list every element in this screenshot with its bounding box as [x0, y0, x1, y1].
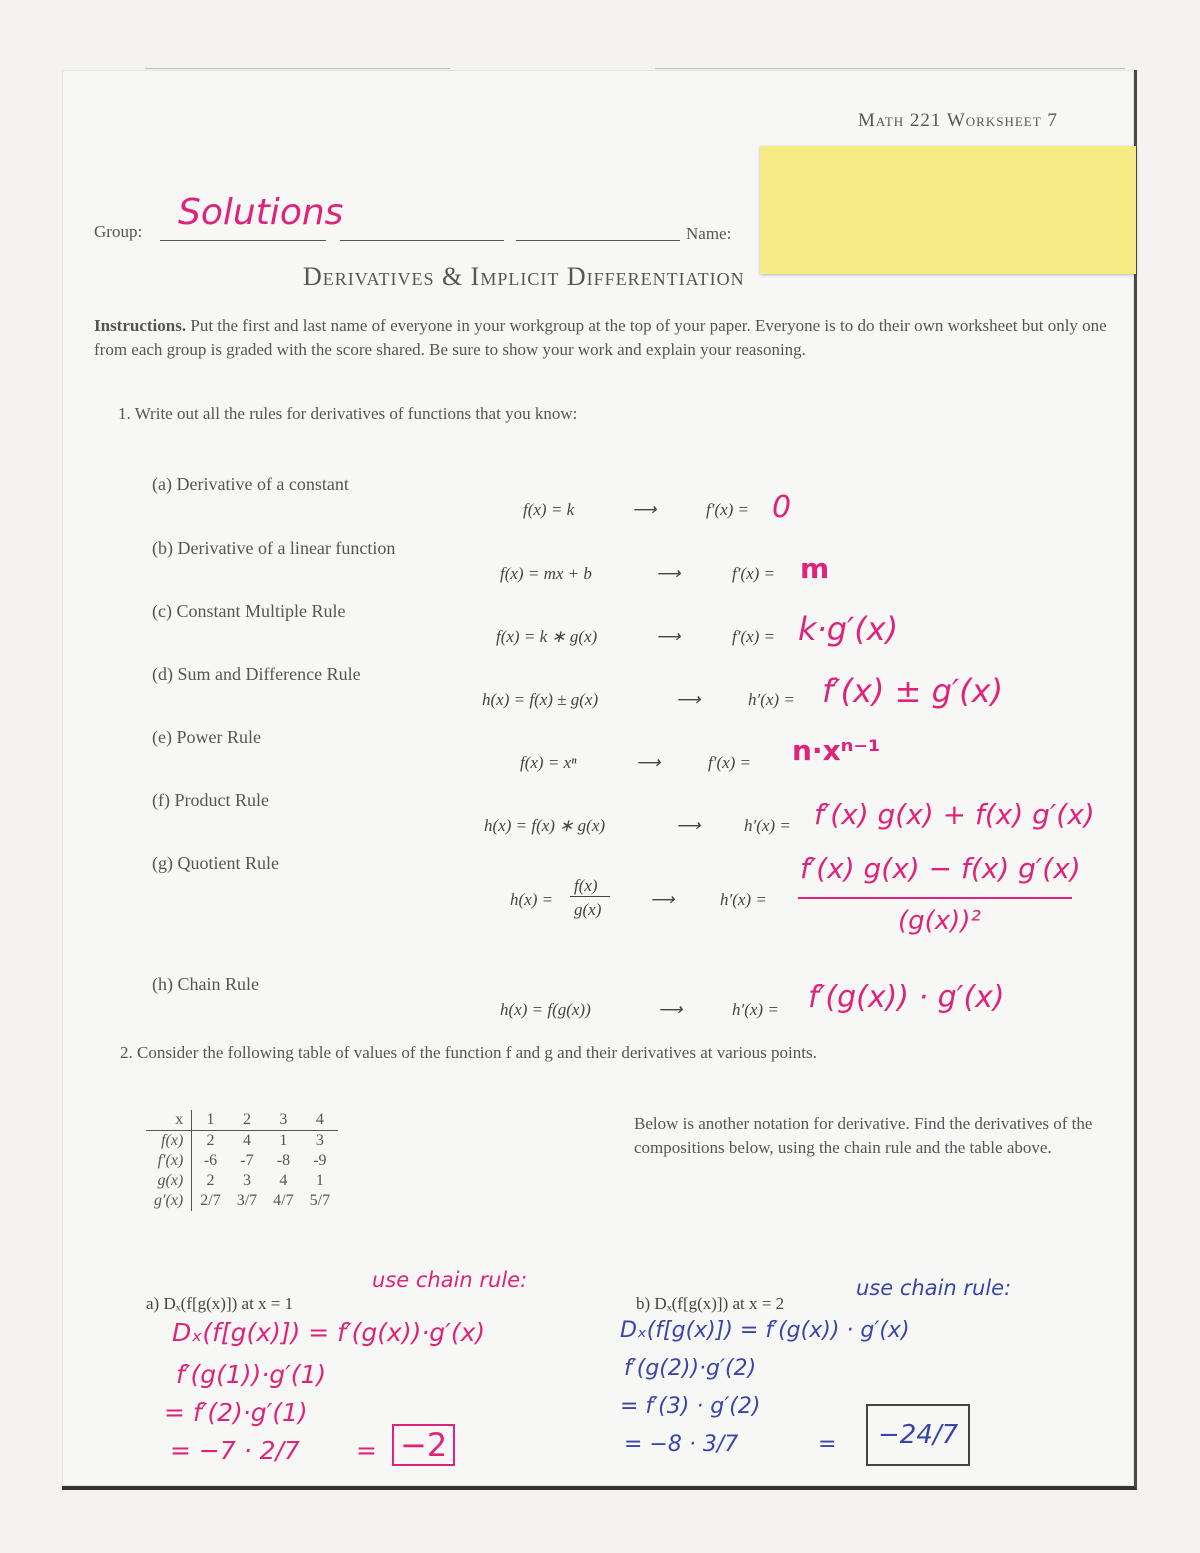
table-cell: 2 — [206, 1132, 215, 1149]
table-cell: 3 — [315, 1132, 324, 1149]
rule-h-given: h(x) = f(g(x)) — [500, 1000, 591, 1019]
table-cell: -6 — [203, 1152, 218, 1169]
part-a-prompt: a) Dₓ(f[g(x)]) at x = 1 — [146, 1294, 294, 1313]
part-a-line-4: = −7 · 2/7 — [170, 1436, 300, 1465]
rule-h-arrow: ⟶ — [658, 1000, 683, 1019]
group-label: Group: — [94, 222, 143, 241]
group-line-1 — [160, 240, 326, 241]
part-a-line-3: = f′(2)·g′(1) — [164, 1398, 308, 1427]
table-row-header: g(x) — [146, 1171, 192, 1191]
rule-c-arrow: ⟶ — [656, 627, 681, 646]
table-header-cell: 3 — [265, 1110, 301, 1131]
part-a-result: −2 — [392, 1424, 455, 1466]
rule-d-lhs: h′(x) = — [748, 690, 795, 709]
table-cell: 5/7 — [309, 1192, 331, 1209]
part-a-line-2: f′(g(1))·g′(1) — [176, 1360, 327, 1389]
rule-g-given-fraction-bar — [570, 896, 610, 897]
table-cell: 1 — [279, 1132, 288, 1149]
course-header: Math 221 Worksheet 7 — [858, 110, 1058, 131]
table-row — [146, 1151, 338, 1171]
group-line-3 — [516, 240, 680, 241]
question-2-prompt: 2. Consider the following table of values of the function f and g and their derivatives at various points. — [120, 1043, 817, 1062]
part-b-equals: = — [818, 1432, 837, 1457]
table-cell: -9 — [313, 1152, 327, 1169]
table-cell: 3/7 — [236, 1192, 258, 1209]
table-cell: 3 — [242, 1172, 251, 1189]
table-row-header: f′(x) — [146, 1151, 192, 1171]
rule-e-answer: n·xⁿ⁻¹ — [792, 734, 881, 767]
table-header-cell: 2 — [229, 1110, 265, 1131]
table-cell: 2 — [206, 1172, 215, 1189]
rule-c-lhs: f′(x) = — [732, 627, 776, 646]
table-row — [146, 1171, 338, 1191]
sticky-note — [760, 146, 1136, 274]
rule-a-arrow: ⟶ — [632, 500, 657, 519]
rule-g-answer-numerator: f′(x) g(x) − f(x) g′(x) — [800, 852, 1081, 885]
part-b-hint: use chain rule: — [856, 1276, 1012, 1300]
part-a-equals: = — [356, 1436, 377, 1465]
table-header-cell: 1 — [192, 1110, 229, 1131]
rule-f-lhs: h′(x) = — [744, 816, 791, 835]
rule-b-lhs: f′(x) = — [732, 564, 776, 583]
rule-label-a: (a) Derivative of a constant — [152, 474, 349, 494]
rule-label-f: (f) Product Rule — [152, 790, 269, 810]
rule-f-given: h(x) = f(x) ∗ g(x) — [484, 816, 606, 835]
table-row-header: f(x) — [146, 1131, 192, 1152]
part-a-line-1: Dₓ(f[g(x)]) = f′(g(x))·g′(x) — [172, 1318, 486, 1347]
part-b-line-3: = f′(3) · g′(2) — [620, 1394, 761, 1419]
rule-e-lhs: f′(x) = — [708, 753, 752, 772]
rule-g-arrow: ⟶ — [650, 890, 675, 909]
rule-g-lhs: h′(x) = — [720, 890, 767, 909]
worksheet-title: Derivatives & Implicit Differentiation — [303, 262, 745, 291]
rule-g-given-denominator: g(x) — [574, 900, 602, 919]
rule-a-lhs: f′(x) = — [706, 500, 750, 519]
table-cell: -7 — [240, 1152, 254, 1169]
notation-note: Below is another notation for derivative. Find the derivatives of the compositions below, using the chain rule and the table above. — [634, 1114, 1093, 1157]
rule-d-arrow: ⟶ — [676, 690, 701, 709]
table-row-header: g′(x) — [146, 1191, 192, 1211]
part-b-line-1: Dₓ(f[g(x)]) = f′(g(x)) · g′(x) — [620, 1318, 910, 1343]
rule-g-answer-denominator: (g(x))² — [898, 906, 981, 936]
question-1-prompt: 1. Write out all the rules for derivatives of functions that you know: — [118, 404, 578, 423]
part-a-hint: use chain rule: — [372, 1268, 528, 1292]
table-cell: -8 — [276, 1152, 291, 1169]
rule-label-d: (d) Sum and Difference Rule — [152, 664, 361, 684]
part-b-result: −24/7 — [866, 1404, 970, 1466]
rule-c-answer: k·g′(x) — [798, 610, 899, 648]
instructions-text: Put the first and last name of everyone in your workgroup at the top of your paper. Everyone is to do their own worksheet but only one from each group is graded with the score shared. Be sure to show your work and explain your reasoning. — [94, 316, 1107, 359]
part-b-prompt: b) Dₓ(f[g(x)]) at x = 2 — [636, 1294, 785, 1313]
table-cell: 4 — [242, 1132, 251, 1149]
group-handwritten-value: Solutions — [178, 192, 344, 233]
rule-f-answer: f′(x) g(x) + f(x) g′(x) — [814, 798, 1095, 831]
rule-b-given: f(x) = mx + b — [500, 564, 592, 583]
table-cell: 1 — [315, 1172, 324, 1189]
instructions-label: Instructions. — [94, 316, 187, 335]
rule-e-given: f(x) = xⁿ — [520, 753, 577, 772]
rule-h-lhs: h′(x) = — [732, 1000, 779, 1019]
rule-g-given-lhs: h(x) = — [510, 890, 554, 909]
rule-b-answer: m — [800, 552, 830, 585]
table-cell: 4/7 — [273, 1192, 294, 1209]
rule-g-answer-fraction-bar — [798, 897, 1072, 899]
rule-label-e: (e) Power Rule — [152, 727, 261, 747]
rule-label-c: (c) Constant Multiple Rule — [152, 601, 346, 621]
instructions — [94, 314, 1108, 362]
values-table — [146, 1110, 338, 1211]
rule-d-answer: f′(x) ± g′(x) — [822, 672, 1004, 710]
table-row — [146, 1191, 338, 1211]
rule-a-answer: 0 — [772, 490, 792, 525]
table-header-row — [146, 1110, 338, 1131]
values-table-wrapper — [146, 1110, 338, 1211]
rule-c-given: f(x) = k ∗ g(x) — [496, 627, 598, 646]
rule-a-given: f(x) = k — [523, 500, 575, 519]
part-b-line-4: = −8 · 3/7 — [624, 1432, 739, 1457]
table-cell: 2/7 — [200, 1192, 221, 1209]
table-header-cell: x — [146, 1110, 192, 1131]
rule-g-given-numerator: f(x) — [574, 876, 598, 895]
rule-label-g: (g) Quotient Rule — [152, 853, 279, 873]
rule-e-arrow: ⟶ — [636, 753, 661, 772]
table-cell: 4 — [279, 1172, 288, 1189]
table-row — [146, 1131, 338, 1152]
rule-f-arrow: ⟶ — [676, 816, 701, 835]
rule-label-h: (h) Chain Rule — [152, 974, 259, 994]
part-b-line-2: f′(g(2))·g′(2) — [624, 1356, 757, 1381]
table-header-cell: 4 — [302, 1110, 338, 1131]
rule-h-answer: f′(g(x)) · g′(x) — [808, 980, 1005, 1015]
rule-b-arrow: ⟶ — [656, 564, 681, 583]
group-line-2 — [340, 240, 504, 241]
rule-d-given: h(x) = f(x) ± g(x) — [482, 690, 599, 709]
name-label: Name: — [686, 224, 732, 243]
rule-label-b: (b) Derivative of a linear function — [152, 538, 396, 558]
